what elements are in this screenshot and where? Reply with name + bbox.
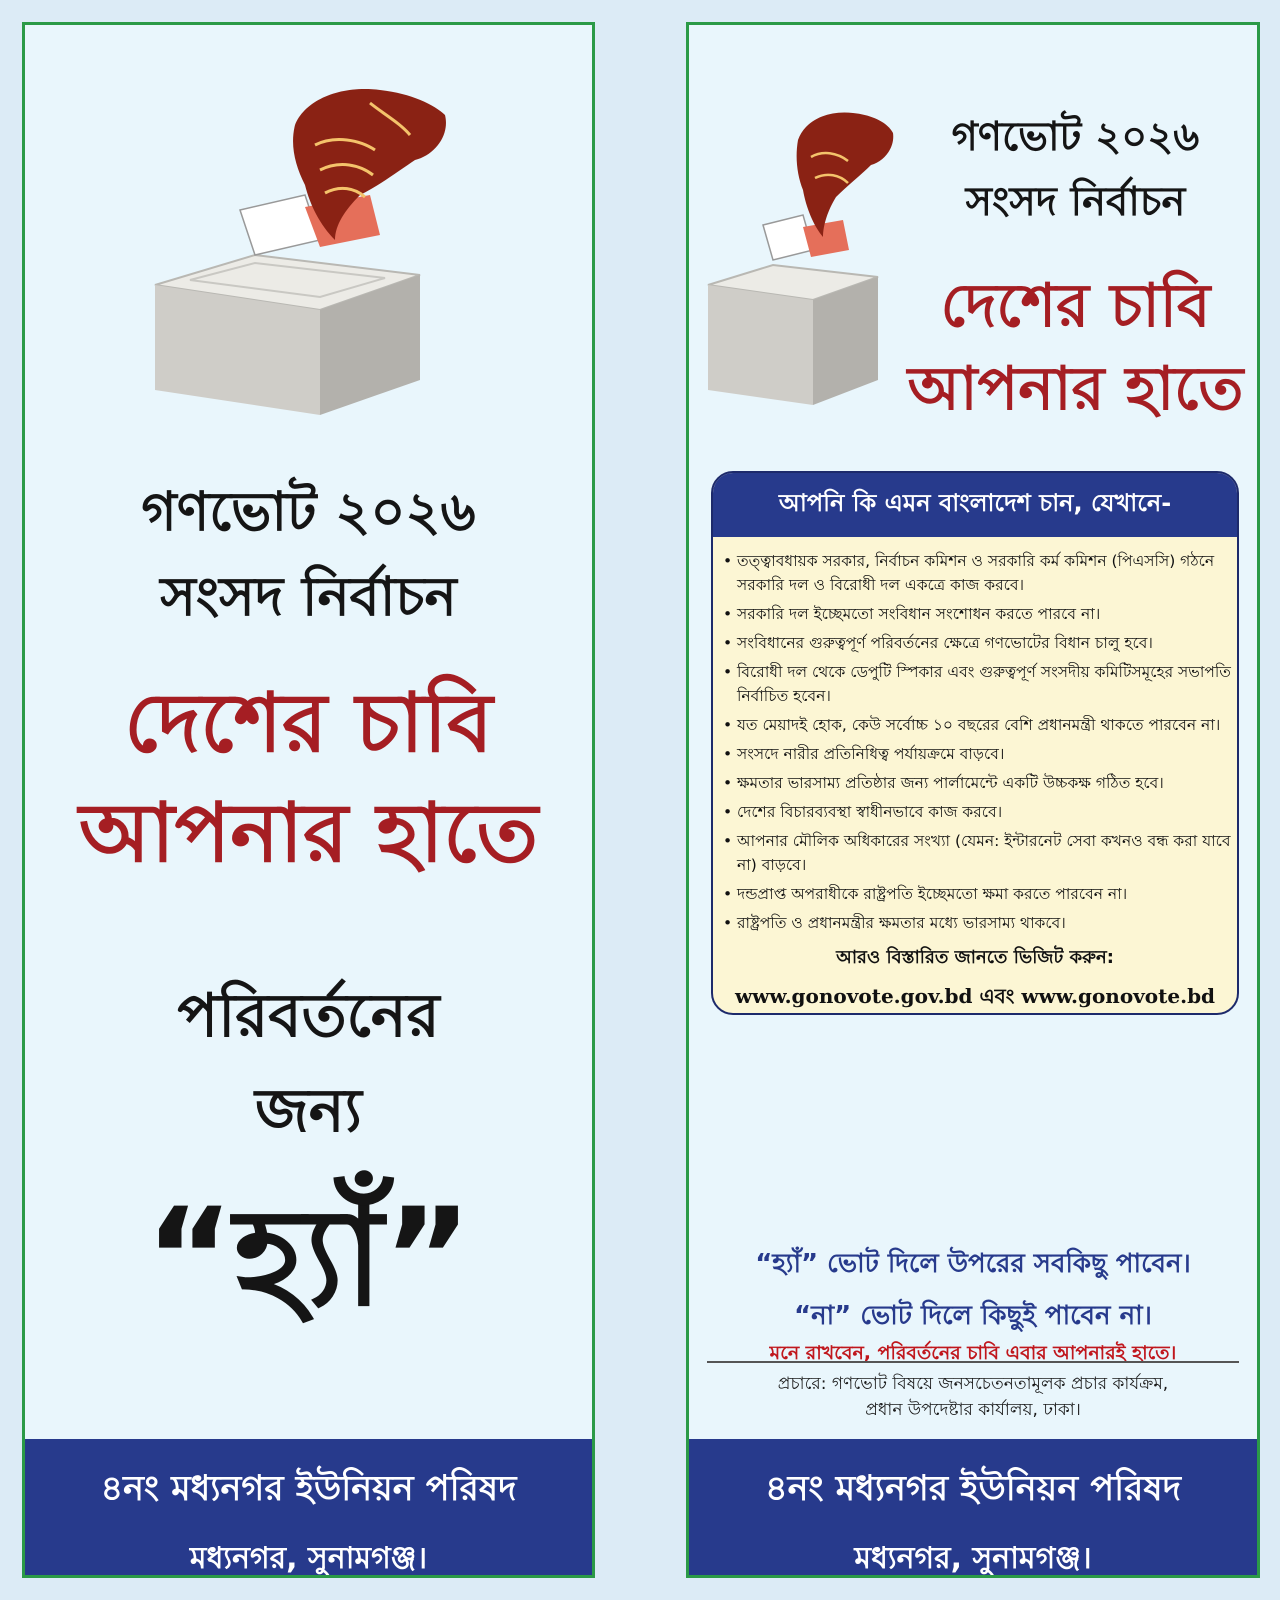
- more-info-text: আরও বিস্তারিত জানতে ভিজিট করুন:: [836, 947, 1114, 968]
- bullet-icon: •: [723, 605, 733, 623]
- list-item-text: রাষ্ট্রপতি ও প্রধানমন্ত্রীর ক্ষমতার মধ্যে ভারসাম্য থাকবে।: [737, 914, 1066, 932]
- list-item-text: সরকারি দল ইচ্ছেমতো সংবিধান সংশোধন করতে পারবে না।: [737, 605, 1101, 623]
- right-banner: [686, 22, 1260, 1578]
- divider: [707, 1361, 1239, 1363]
- website-links[interactable]: www.gonovote.gov.bd এবং www.gonovote.bd: [734, 984, 1216, 1008]
- bullet-icon: •: [723, 663, 733, 681]
- list-item: [723, 631, 1231, 655]
- list-item-text: ক্ষমতার ভারসাম্য প্রতিষ্ঠার জন্য পার্লামেন্টে একটি উচ্চকক্ষ গঠিত হবে।: [737, 774, 1164, 792]
- footer-location: মধ্যনগর, সুনামগঞ্জ।: [854, 1541, 1092, 1576]
- list-item: [723, 549, 1231, 597]
- list-item-text: সংসদে নারীর প্রতিনিধিত্ব পর্যায়ক্রমে বাড়বে।: [737, 745, 1005, 763]
- slogan-line-1: দেশের চাবি: [940, 271, 1211, 341]
- list-item-text: সংবিধানের গুরুত্বপূর্ণ পরিবর্তনের ক্ষেত্রে গণভোটের বিধান চালু হবে।: [737, 634, 1153, 652]
- remember-note: মনে রাখবেন, পরিবর্তনের চাবি এবার আপনারই হাতে।: [769, 1342, 1177, 1364]
- footer: [25, 1439, 592, 1575]
- promo-line-1: প্রচারে: গণভোট বিষয়ে জনসচেতনতামূলক প্রচার কার্যক্রম,: [777, 1374, 1169, 1394]
- yes-word: “হ্যাঁ”: [145, 1179, 472, 1336]
- list-item: [723, 742, 1231, 766]
- slogan-line-2: আপনার হাতে: [78, 786, 539, 881]
- title-line-1: গণভোট ২০২৬: [951, 114, 1200, 160]
- info-box-heading: আপনি কি এমন বাংলাদেশ চান, যেখানে-: [713, 473, 1237, 537]
- footer: [689, 1439, 1257, 1575]
- list-item: [723, 911, 1231, 935]
- bullet-icon: •: [723, 803, 733, 821]
- list-item: [723, 882, 1231, 906]
- bullet-icon: •: [723, 774, 733, 792]
- list-item-text: বিরোধী দল থেকে ডেপুটি স্পিকার এবং গুরুত্বপূর্ণ সংসদীয় কমিটিসমূহের সভাপতি নির্বাচিত হবেন।: [737, 663, 1231, 705]
- list-item: [723, 660, 1231, 708]
- title-line-2: সংসদ নির্বাচন: [160, 565, 457, 628]
- list-item: [723, 829, 1231, 877]
- promo-text: [699, 1371, 1247, 1423]
- list-item-text: দন্ডপ্রাপ্ত অপরাধীকে রাষ্ট্রপতি ইচ্ছেমতো ক্ষমা করতে পারবেন না।: [737, 885, 1128, 903]
- list-item-text: আপনার মৌলিক অধিকারের সংখ্যা (যেমন: ইন্টারনেট সেবা কখনও বন্ধ করা যাবে না) বাড়বে।: [737, 832, 1231, 874]
- bullet-icon: •: [723, 716, 733, 734]
- list-item: [723, 800, 1231, 824]
- call-line-1: পরিবর্তনের: [177, 981, 440, 1051]
- list-item: [723, 713, 1231, 737]
- title-line-2: সংসদ নির্বাচন: [965, 179, 1186, 225]
- bullet-icon: •: [723, 552, 733, 570]
- bullet-icon: •: [723, 832, 733, 850]
- call-line-2: জন্য: [255, 1076, 362, 1146]
- slogan-line-2: আপনার হাতে: [907, 354, 1244, 424]
- bullet-icon: •: [723, 745, 733, 763]
- list-item-text: দেশের বিচারব্যবস্থা স্বাধীনভাবে কাজ করবে।: [737, 803, 1003, 821]
- bullet-icon: •: [723, 914, 733, 932]
- reform-list: [713, 549, 1237, 935]
- title-line-1: গণভোট ২০২৬: [141, 480, 476, 543]
- list-item-text: যত মেয়াদই হোক, কেউ সর্বোচ্চ ১০ বছরের বেশি প্রধানমন্ত্রী থাকতে পারবেন না।: [737, 716, 1221, 734]
- bullet-icon: •: [723, 885, 733, 903]
- promo-line-2: প্রধান উপদেষ্টার কার্যালয়, ঢাকা।: [865, 1400, 1081, 1420]
- footer-union-name: ৪নং মধ্যনগর ইউনিয়ন পরিষদ: [764, 1469, 1182, 1509]
- list-item: [723, 602, 1231, 626]
- ballot-box-icon: [703, 85, 913, 405]
- footer-union-name: ৪নং মধ্যনগর ইউনিয়ন পরিষদ: [100, 1469, 517, 1509]
- list-item: [723, 771, 1231, 795]
- yes-vote-note: “হ্যাঁ” ভোট দিলে উপরের সবকিছু পাবেন।: [755, 1249, 1191, 1279]
- slogan-line-1: দেশের চাবি: [124, 676, 493, 771]
- reform-info-box: [711, 471, 1239, 1015]
- no-vote-note: “না” ভোট দিলে কিছুই পাবেন না।: [794, 1301, 1152, 1331]
- bullet-icon: •: [723, 634, 733, 652]
- footer-location: মধ্যনগর, সুনামগঞ্জ।: [189, 1541, 428, 1576]
- left-banner: [22, 22, 595, 1578]
- ballot-box-icon: [145, 75, 465, 415]
- list-item-text: তত্ত্বাবধায়ক সরকার, নির্বাচন কমিশন ও সরকারি কর্ম কমিশন (পিএসসি) গঠনে সরকারি দল ও বিরোধী দল একত্রে কাজ করবে।: [737, 552, 1215, 594]
